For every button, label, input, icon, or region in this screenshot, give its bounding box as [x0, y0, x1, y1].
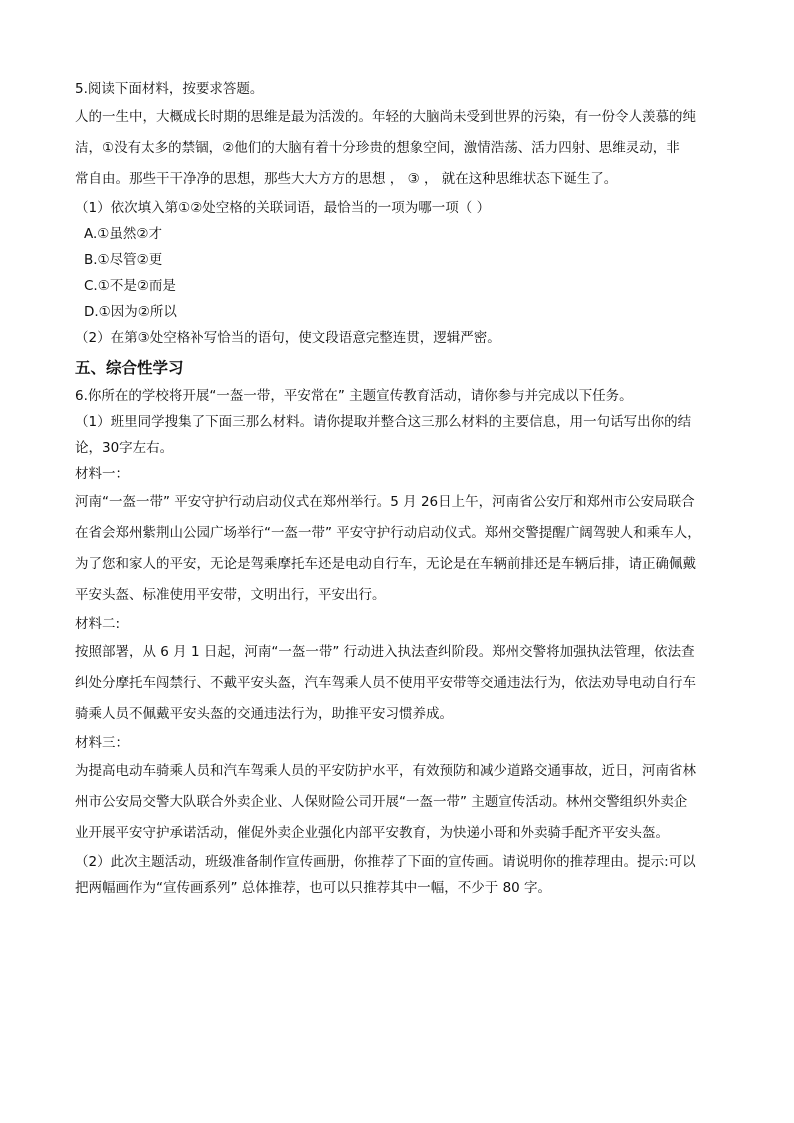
material-3-line-2: 州市公安局交警大队联合外卖企业、人保财险公司开展“一盔一带” 主题宣传活动。林州交警组织外卖企 [75, 794, 688, 810]
q5-option-c: C.①不是②而是 [84, 278, 176, 294]
question-6-title: 6.你所在的学校将开展“一盔一带，平安常在” 主题宣传教育活动，请你参与并完成以下任务。 [75, 388, 633, 404]
material-2-line-3: 骑乘人员不佩戴平安头盔的交通违法行为，助推平安习惯养成。 [75, 706, 453, 722]
q6-subquestion-2-line-1: （2）此次主题活动，班级准备制作宣传画册，你推荐了下面的宣传画。请说明你的推荐理由。提示:可以 [75, 854, 696, 870]
material-1-label: 材料一： [75, 466, 129, 482]
q6-subquestion-1-line-1: （1）班里同学搜集了下面三那么材料。请你提取并整合这三那么材料的主要信息，用一句话写出你的结 [75, 414, 692, 430]
material-3-label: 材料三： [75, 735, 129, 751]
material-2-label: 材料二: [75, 616, 121, 632]
material-2-line-1: 按照部署，从 6 月 1 日起，河南“一盔一带” 行动进入执法查纠阶段。郑州交警将加强执法管理，依法查 [75, 644, 695, 660]
q5-option-b: B.①尽管②更 [84, 252, 163, 268]
question-5-title: 5.阅读下面材料，按要求答题。 [75, 81, 264, 97]
q5-passage-line-3: 常自由。那些干干净净的思想，那些大大方方的思想 ， ③ ， 就在这种思维状态下诞生了。 [75, 171, 618, 187]
section-5-heading: 五、综合性学习 [75, 359, 184, 377]
material-3-line-1: 为提高电动车骑乘人员和汽车驾乘人员的平安防护水平，有效预防和减少道路交通事故，近日，河南省林 [75, 763, 696, 779]
material-3-line-3: 业开展平安守护承诺活动，催促外卖企业强化内部平安教育，为快递小哥和外卖骑手配齐平安头盔。 [75, 825, 669, 841]
q5-subquestion-1: （1）依次填入第①②处空格的关联词语，最恰当的一项为哪一项（ ） [75, 200, 491, 216]
q5-option-a: A.①虽然②才 [84, 226, 162, 242]
q6-subquestion-1-line-2: 论，30字左右。 [75, 440, 174, 456]
q5-subquestion-2: （2）在第③处空格补写恰当的语句，使文段语意完整连贯，逻辑严密。 [75, 330, 501, 346]
material-2-line-2: 纠处分摩托车闯禁行、不戴平安头盔，汽车驾乘人员不使用平安带等交通违法行为，依法劝导电动自行车 [75, 675, 696, 691]
material-1-line-1: 河南“一盔一带” 平安守护行动启动仪式在郑州举行。5 月 26日上午，河南省公安厅和郑州市公安局联合 [75, 494, 695, 510]
material-1-line-2: 在省会郑州紫荆山公园广场举行“一盔一带” 平安守护行动启动仪式。郑州交警提醒广阔驾驶人和乘车人， [75, 525, 701, 541]
material-1-line-4: 平安头盔、标准使用平安带，文明出行，平安出行。 [75, 587, 386, 603]
q5-passage-line-1: 人的一生中，大概成长时期的思维是最为活泼的。年轻的大脑尚未受到世界的污染，有一份令人羡慕的纯 [75, 109, 696, 125]
material-1-line-3: 为了您和家人的平安，无论是驾乘摩托车还是电动自行车，无论是在车辆前排还是车辆后排，请正确佩戴 [75, 556, 696, 572]
q6-subquestion-2-line-2: 把两幅画作为“宣传画系列” 总体推荐，也可以只推荐其中一幅，不少于 80 字。 [75, 880, 552, 896]
q5-passage-line-2: 洁，①没有太多的禁锢，②他们的大脑有着十分珍贵的想象空间，激情浩荡、活力四射、思维灵动，非 [75, 140, 680, 156]
q5-option-d: D.①因为②所以 [84, 304, 177, 320]
exam-page [75, 76, 725, 901]
